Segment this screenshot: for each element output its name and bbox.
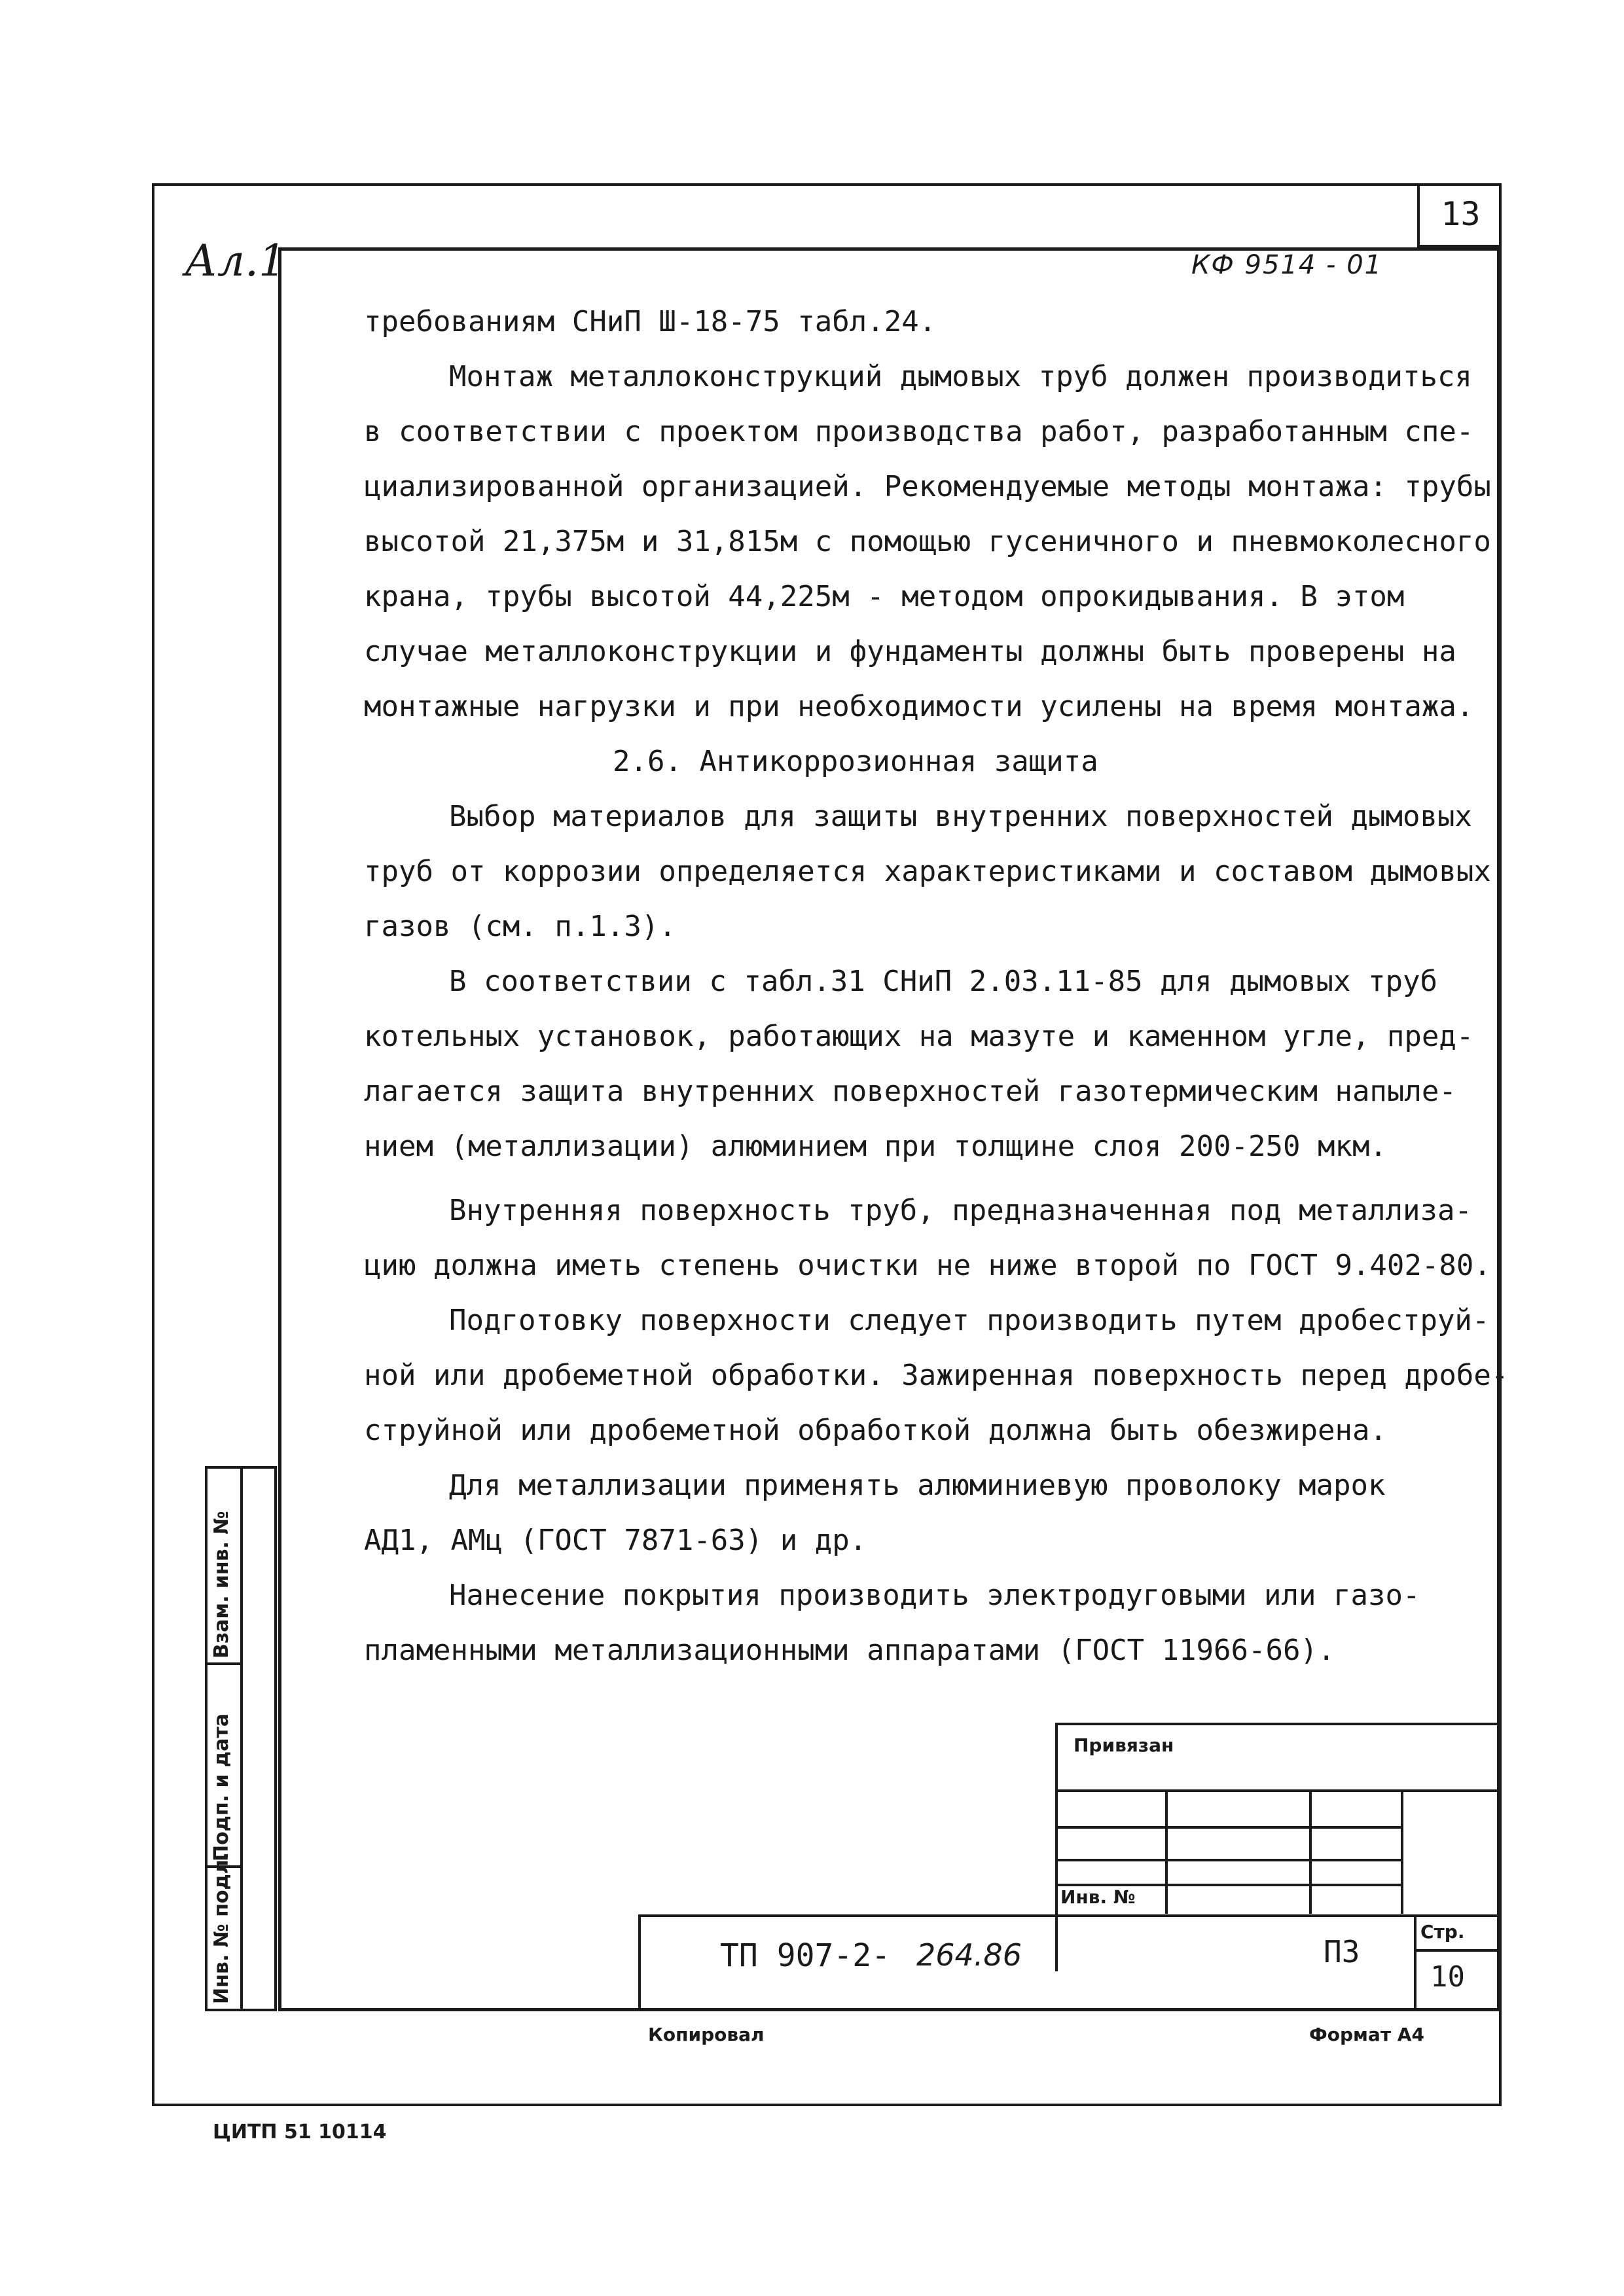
sheet-page-number: 10 [1430,1960,1465,1994]
inventory-label: Инв. № [1060,1886,1136,1908]
text-line: ной или дробеметной обработки. Зажиренная поверхность перед дробе- [364,1359,1509,1392]
grid-line [1055,1859,1402,1861]
copied-by: Копировал [648,2024,765,2045]
print-code: ЦИТП 51 10114 [213,2121,387,2144]
text-line: АД1, АМц (ГОСТ 7871-63) и др. [364,1524,867,1557]
text-line: Подготовку поверхности следует производить путем дробеструй- [449,1304,1490,1337]
text-line: Для металлизации применять алюминиевую проволоку марок [449,1469,1386,1502]
sheet-mark: Ал.1 [185,236,286,286]
text-line: пламенными металлизационными аппаратами (ГОСТ 11966-66). [364,1634,1335,1667]
text-line: циализированной организацией. Рекомендуемые методы монтажа: трубы [364,470,1491,503]
side-cell-replace-inv [208,1469,243,1665]
page-label: Стр. [1420,1921,1465,1943]
text-line: газов (см. п.1.3). [364,910,676,943]
grid-line [1414,1949,1500,1952]
format-label: Формат А4 [1309,2024,1424,2045]
grid-line [1055,1826,1402,1829]
page-number: 13 [1441,195,1481,233]
text-line: Нанесение покрытия производить электродуговыми или газо- [449,1579,1420,1612]
document-code: КФ 9514 - 01 [1191,250,1383,280]
text-line: Внутренняя поверхность труб, предназначенная под металлиза- [449,1194,1472,1227]
page-number-box [1417,183,1502,247]
text-line: лагается защита внутренних поверхностей газотермическим напыле- [364,1075,1456,1108]
side-label: Взам. инв. № [210,1511,233,1659]
text-line: нием (металлизации) алюминием при толщине слоя 200-250 мкм. [364,1130,1387,1163]
side-cell-inv-original [208,1852,243,2009]
text-line: струйной или дробеметной обработкой должна быть обезжирена. [364,1414,1387,1447]
text-line: В соответствии с табл.31 СНиП 2.03.11-85 для дымовых труб [449,965,1437,998]
side-label: Инв. № подл. [210,1852,233,2004]
text-line: котельных установок, работающих на мазуте и каменном угле, пред- [364,1020,1474,1053]
project-code-suffix: 264.86 [916,1937,1022,1973]
text-line: монтажные нагрузки и при необходимости усилены на время монтажа. [364,690,1474,723]
side-stamp [205,1466,277,2011]
text-line: цию должна иметь степень очистки не ниже второй по ГОСТ 9.402-80. [364,1249,1491,1282]
text-line: Выбор материалов для защиты внутренних поверхностей дымовых [449,800,1472,833]
text-line: крана, трубы высотой 44,225м - методом опрокидывания. В этом [364,580,1405,613]
project-code: ТП 907-2- [720,1937,891,1974]
grid-line [1401,1789,1403,1914]
text-line: высотой 21,375м и 31,815м с помощью гусеничного и пневмоколесного [364,525,1491,558]
grid-line [1055,1789,1500,1792]
bound-label: Привязан [1074,1734,1174,1756]
text-line: Монтаж металлоконструкций дымовых труб должен производиться [449,360,1472,393]
text-line: труб от коррозии определяется характеристиками и составом дымовых [364,855,1491,888]
grid-line [1165,1789,1168,1914]
grid-line [1309,1789,1312,1914]
body-text [364,295,1509,1678]
text-line: случае металлоконструкции и фундаменты должны быть проверены на [364,635,1456,668]
side-label: Подп. и дата [210,1713,233,1861]
text-line: в соответствии с проектом производства работ, разработанным спе- [364,415,1474,448]
text-line: требованиям СНиП Ш-18-75 табл.24. [364,305,937,338]
side-cell-signature-date [208,1665,243,1868]
section-heading: 2.6. Антикоррозионная защита [613,745,1098,778]
sheet-type: ПЗ [1324,1934,1360,1969]
